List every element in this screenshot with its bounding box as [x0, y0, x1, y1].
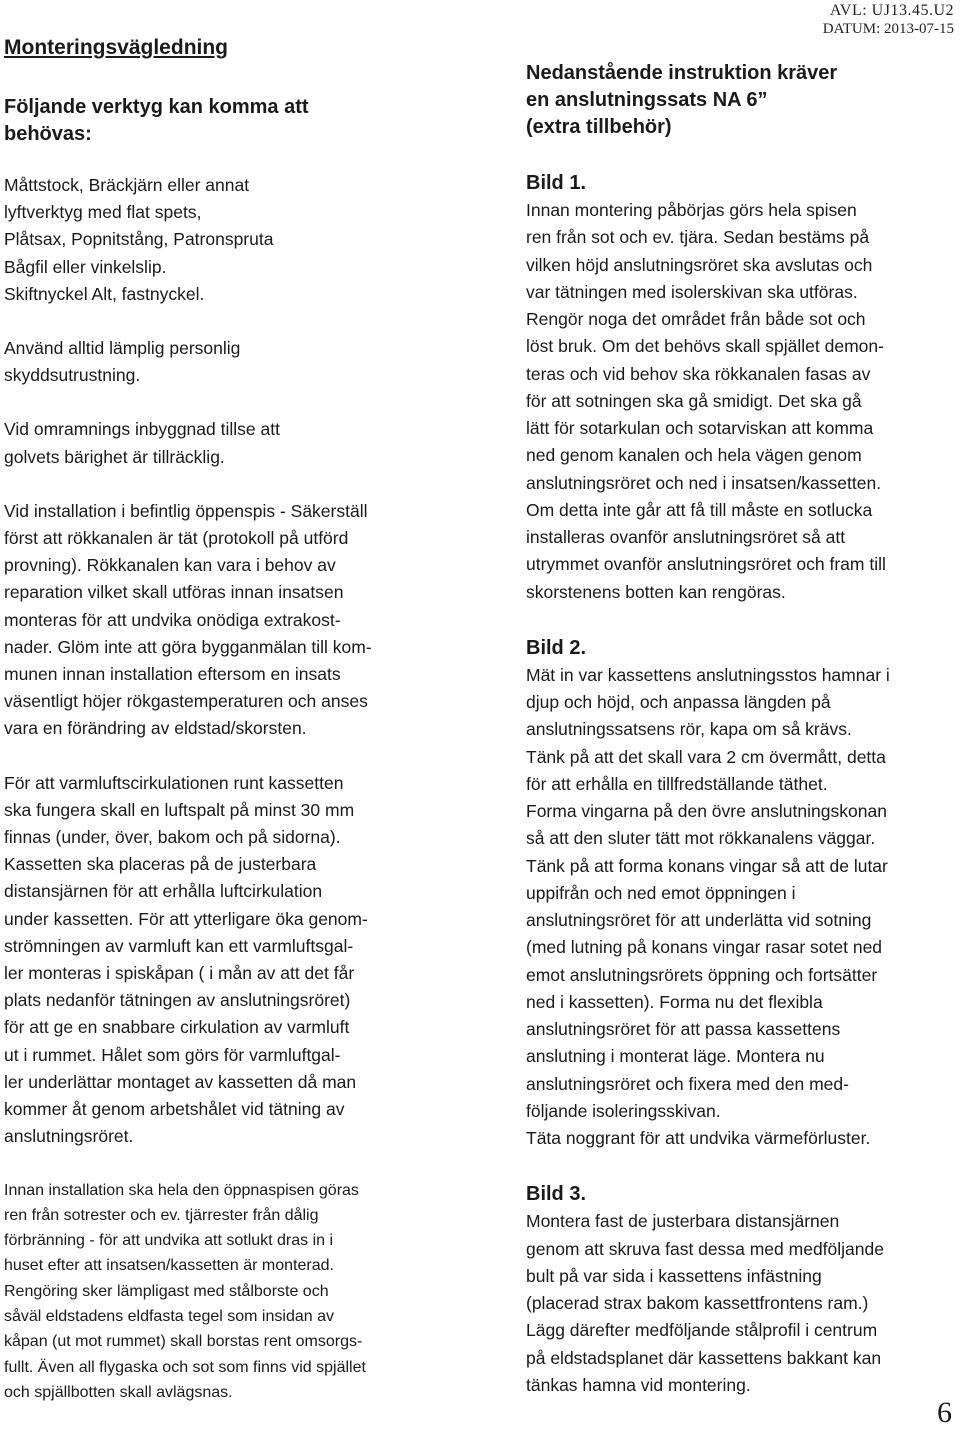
text-line: anslutningsröret och fixera med den med-	[526, 1073, 849, 1094]
page-title: Monteringsvägledning	[4, 36, 229, 59]
text-line: förbränning - för att undvika att sotlukt dras in i	[4, 1232, 334, 1250]
text-line: Lägg därefter medföljande stålprofil i centrum	[526, 1320, 878, 1341]
bild2-heading: Bild 2.	[526, 636, 587, 659]
cleaning-paragraph	[4, 1178, 412, 1406]
text-line: uppifrån och ned emot öppningen i	[526, 882, 796, 903]
text-line: plats nedanför tätningen av anslutningsröret)	[4, 990, 351, 1011]
text-line: ren från sot och ev. tjära. Sedan bestäms på	[526, 227, 870, 248]
safety-paragraph	[4, 335, 412, 389]
text-line: Innan installation ska hela den öppnaspisen göras	[4, 1181, 359, 1199]
text-line: lyftverktyg med flat spets,	[4, 202, 202, 223]
text-line: vilken höjd anslutningsröret ska avslutas och	[526, 254, 873, 275]
document-meta	[823, 2, 954, 38]
intro-line: en anslutningssats NA 6”	[526, 89, 768, 111]
text-line: först att rökkanalen är tät (protokoll på utförd	[4, 528, 349, 549]
text-line: anslutning i monterat läge. Montera nu	[526, 1046, 825, 1067]
text-line: löst bruk. Om det behövs skall spjället demon-	[526, 336, 884, 357]
text-line: monteras för att undvika onödiga extrakost-	[4, 609, 341, 630]
text-line: ut i rummet. Hålet som görs för varmluftgal-	[4, 1044, 341, 1065]
bild3-heading: Bild 3.	[526, 1183, 587, 1206]
text-line: för att erhålla en tillfredställande täthet.	[526, 773, 828, 794]
text-line: Skiftnyckel Alt, fastnyckel.	[4, 283, 205, 304]
text-line: tänkas hamna vid montering.	[526, 1374, 751, 1395]
text-line: Bågfil eller vinkelslip.	[4, 256, 167, 277]
text-line: nader. Glöm inte att göra bygganmälan till kom-	[4, 636, 372, 657]
avl-code: AVL: UJ13.45.U2	[829, 2, 954, 19]
text-line: (placerad strax bakom kassettfrontens ram.)	[526, 1293, 869, 1313]
text-line: ned i kassetten). Forma nu det flexibla	[526, 991, 823, 1012]
text-line: bult på var sida i kassettens infästning	[526, 1265, 822, 1286]
text-line: Vid omramnings inbyggnad tillse att	[4, 419, 280, 440]
text-line: golvets bärighet är tillräcklig.	[4, 446, 225, 467]
text-line: var tätningen med isolerskivan ska utföras.	[526, 281, 858, 302]
document-date: DATUM: 2013-07-15	[822, 21, 954, 37]
intro-line: Nedanstående instruktion kräver	[526, 62, 838, 84]
existing-fireplace-paragraph	[4, 498, 412, 743]
text-line: Om detta inte går att få till måste en sotlucka	[526, 499, 873, 520]
bild1-paragraph	[526, 197, 946, 606]
text-line: så att den sluter tätt mot rökkanalens väggar.	[526, 828, 876, 849]
text-line: installeras ovanför anslutningsröret så att	[526, 527, 846, 547]
intro-line: (extra tillbehör)	[526, 116, 672, 138]
text-line: Måttstock, Bräckjärn eller annat	[4, 175, 250, 195]
text-line: utrymmet ovanför anslutningsröret och fram till	[526, 554, 886, 575]
floor-paragraph	[4, 416, 412, 470]
text-line: lätt för sotarkulan och sotarviskan att komma	[526, 418, 874, 438]
text-line: emot anslutningsrörets öppning och fortsätter	[526, 964, 878, 985]
text-line: distansjärnen för att erhålla luftcirkulation	[4, 881, 323, 902]
text-line: munen innan installation eftersom en insats	[4, 664, 341, 685]
text-line: och spjällbotten skall avlägsnas.	[4, 1383, 233, 1401]
text-line: För att varmluftscirkulationen runt kassetten	[4, 772, 344, 793]
text-line: anslutningsröret och ned i insatsen/kassetten.	[526, 472, 882, 493]
text-line: kåpan (ut mot rummet) skall borstas rent omsorgs-	[4, 1333, 363, 1351]
tools-heading-line: behövas:	[4, 123, 92, 145]
text-line: reparation vilket skall utföras innan insatsen	[4, 582, 344, 603]
text-line: Rengör noga det området från både sot och	[526, 309, 866, 329]
text-line: Plåtsax, Popnitstång, Patronspruta	[4, 229, 274, 250]
left-column	[4, 34, 412, 1405]
text-line: Tänk på att forma konans vingar så att de lutar	[526, 855, 888, 876]
text-line: Innan montering påbörjas görs hela spisen	[526, 200, 857, 220]
right-column	[526, 60, 946, 1399]
text-line: för att ge en snabbare cirkulation av varmluft	[4, 1017, 350, 1038]
text-line: genom att skruva fast dessa med medföljande	[526, 1238, 884, 1259]
text-line: väsentligt höjer rökgastemperaturen och anses	[4, 691, 368, 712]
text-line: anslutningsröret för att passa kassettens	[526, 1019, 841, 1039]
text-line: ler monteras i spiskåpan ( i mån av att det får	[4, 963, 355, 984]
text-line: skyddsutrustning.	[4, 365, 141, 386]
tools-paragraph	[4, 172, 412, 308]
text-line: djup och höjd, och anpassa längden på	[526, 692, 831, 712]
text-line: Använd alltid lämplig personlig	[4, 338, 241, 359]
text-line: skorstenens botten kan rengöras.	[526, 581, 786, 602]
text-line: kommer åt genom arbetshålet vid tätning av	[4, 1099, 345, 1120]
text-line: för att sotningen ska gå smidigt. Det ska gå	[526, 390, 862, 411]
text-line: Rengöring sker lämpligast med stålborste och	[4, 1282, 329, 1300]
text-line: Kassetten ska placeras på de justerbara	[4, 854, 317, 875]
text-line: provning). Rökkanalen kan vara i behov av	[4, 555, 336, 576]
text-line: Vid installation i befintlig öppenspis - Säkerställ	[4, 500, 368, 521]
tools-heading	[4, 94, 412, 148]
text-line: ska fungera skall en luftspalt på minst 30 mm	[4, 799, 355, 820]
text-line: följande isoleringsskivan.	[526, 1100, 721, 1121]
text-line: Täta noggrant för att undvika värmeförluster.	[526, 1128, 871, 1148]
intro-heading	[526, 60, 946, 141]
bild3-paragraph	[526, 1208, 946, 1399]
page-number: 6	[937, 1396, 952, 1429]
text-line: (med lutning på konans vingar rasar sotet ned	[526, 937, 883, 958]
text-line: fullt. Även all flygaska och sot som finns vid spjället	[4, 1358, 366, 1376]
text-line: anslutningsröret.	[4, 1126, 134, 1147]
text-line: teras och vid behov ska rökkanalen fasas av	[526, 363, 871, 384]
bild1-heading: Bild 1.	[526, 172, 587, 194]
text-line: såväl eldstadens eldfasta tegel som insidan av	[4, 1307, 334, 1325]
text-line: ned genom kanalen och hela vägen genom	[526, 445, 862, 466]
text-line: huset efter att insatsen/kassetten är monterad.	[4, 1257, 334, 1275]
text-line: finnas (under, över, bakom och på sidorna).	[4, 827, 341, 848]
tools-heading-line: Följande verktyg kan komma att	[4, 96, 309, 118]
text-line: Mät in var kassettens anslutningsstos hamnar i	[526, 664, 890, 685]
text-line: vara en förändring av eldstad/skorsten.	[4, 718, 307, 739]
text-line: anslutningssatsens rör, kapa om så krävs.	[526, 719, 852, 740]
text-line: ren från sotrester och ev. tjärrester från dålig	[4, 1206, 319, 1224]
text-line: Forma vingarna på den övre anslutningskonan	[526, 801, 887, 821]
text-line: anslutningsröret för att underlätta vid sotning	[526, 910, 872, 930]
text-line: strömningen av varmluft kan ett varmluftsgal-	[4, 935, 354, 956]
text-line: Montera fast de justerbara distansjärnen	[526, 1211, 840, 1232]
text-line: ler underlättar montaget av kassetten då man	[4, 1071, 357, 1092]
airflow-paragraph	[4, 770, 412, 1151]
bild2-paragraph	[526, 662, 946, 1153]
text-line: under kassetten. För att ytterligare öka genom-	[4, 908, 368, 929]
text-line: på eldstadsplanet där kassettens bakkant kan	[526, 1347, 882, 1368]
text-line: Tänk på att det skall vara 2 cm övermått, detta	[526, 746, 886, 767]
